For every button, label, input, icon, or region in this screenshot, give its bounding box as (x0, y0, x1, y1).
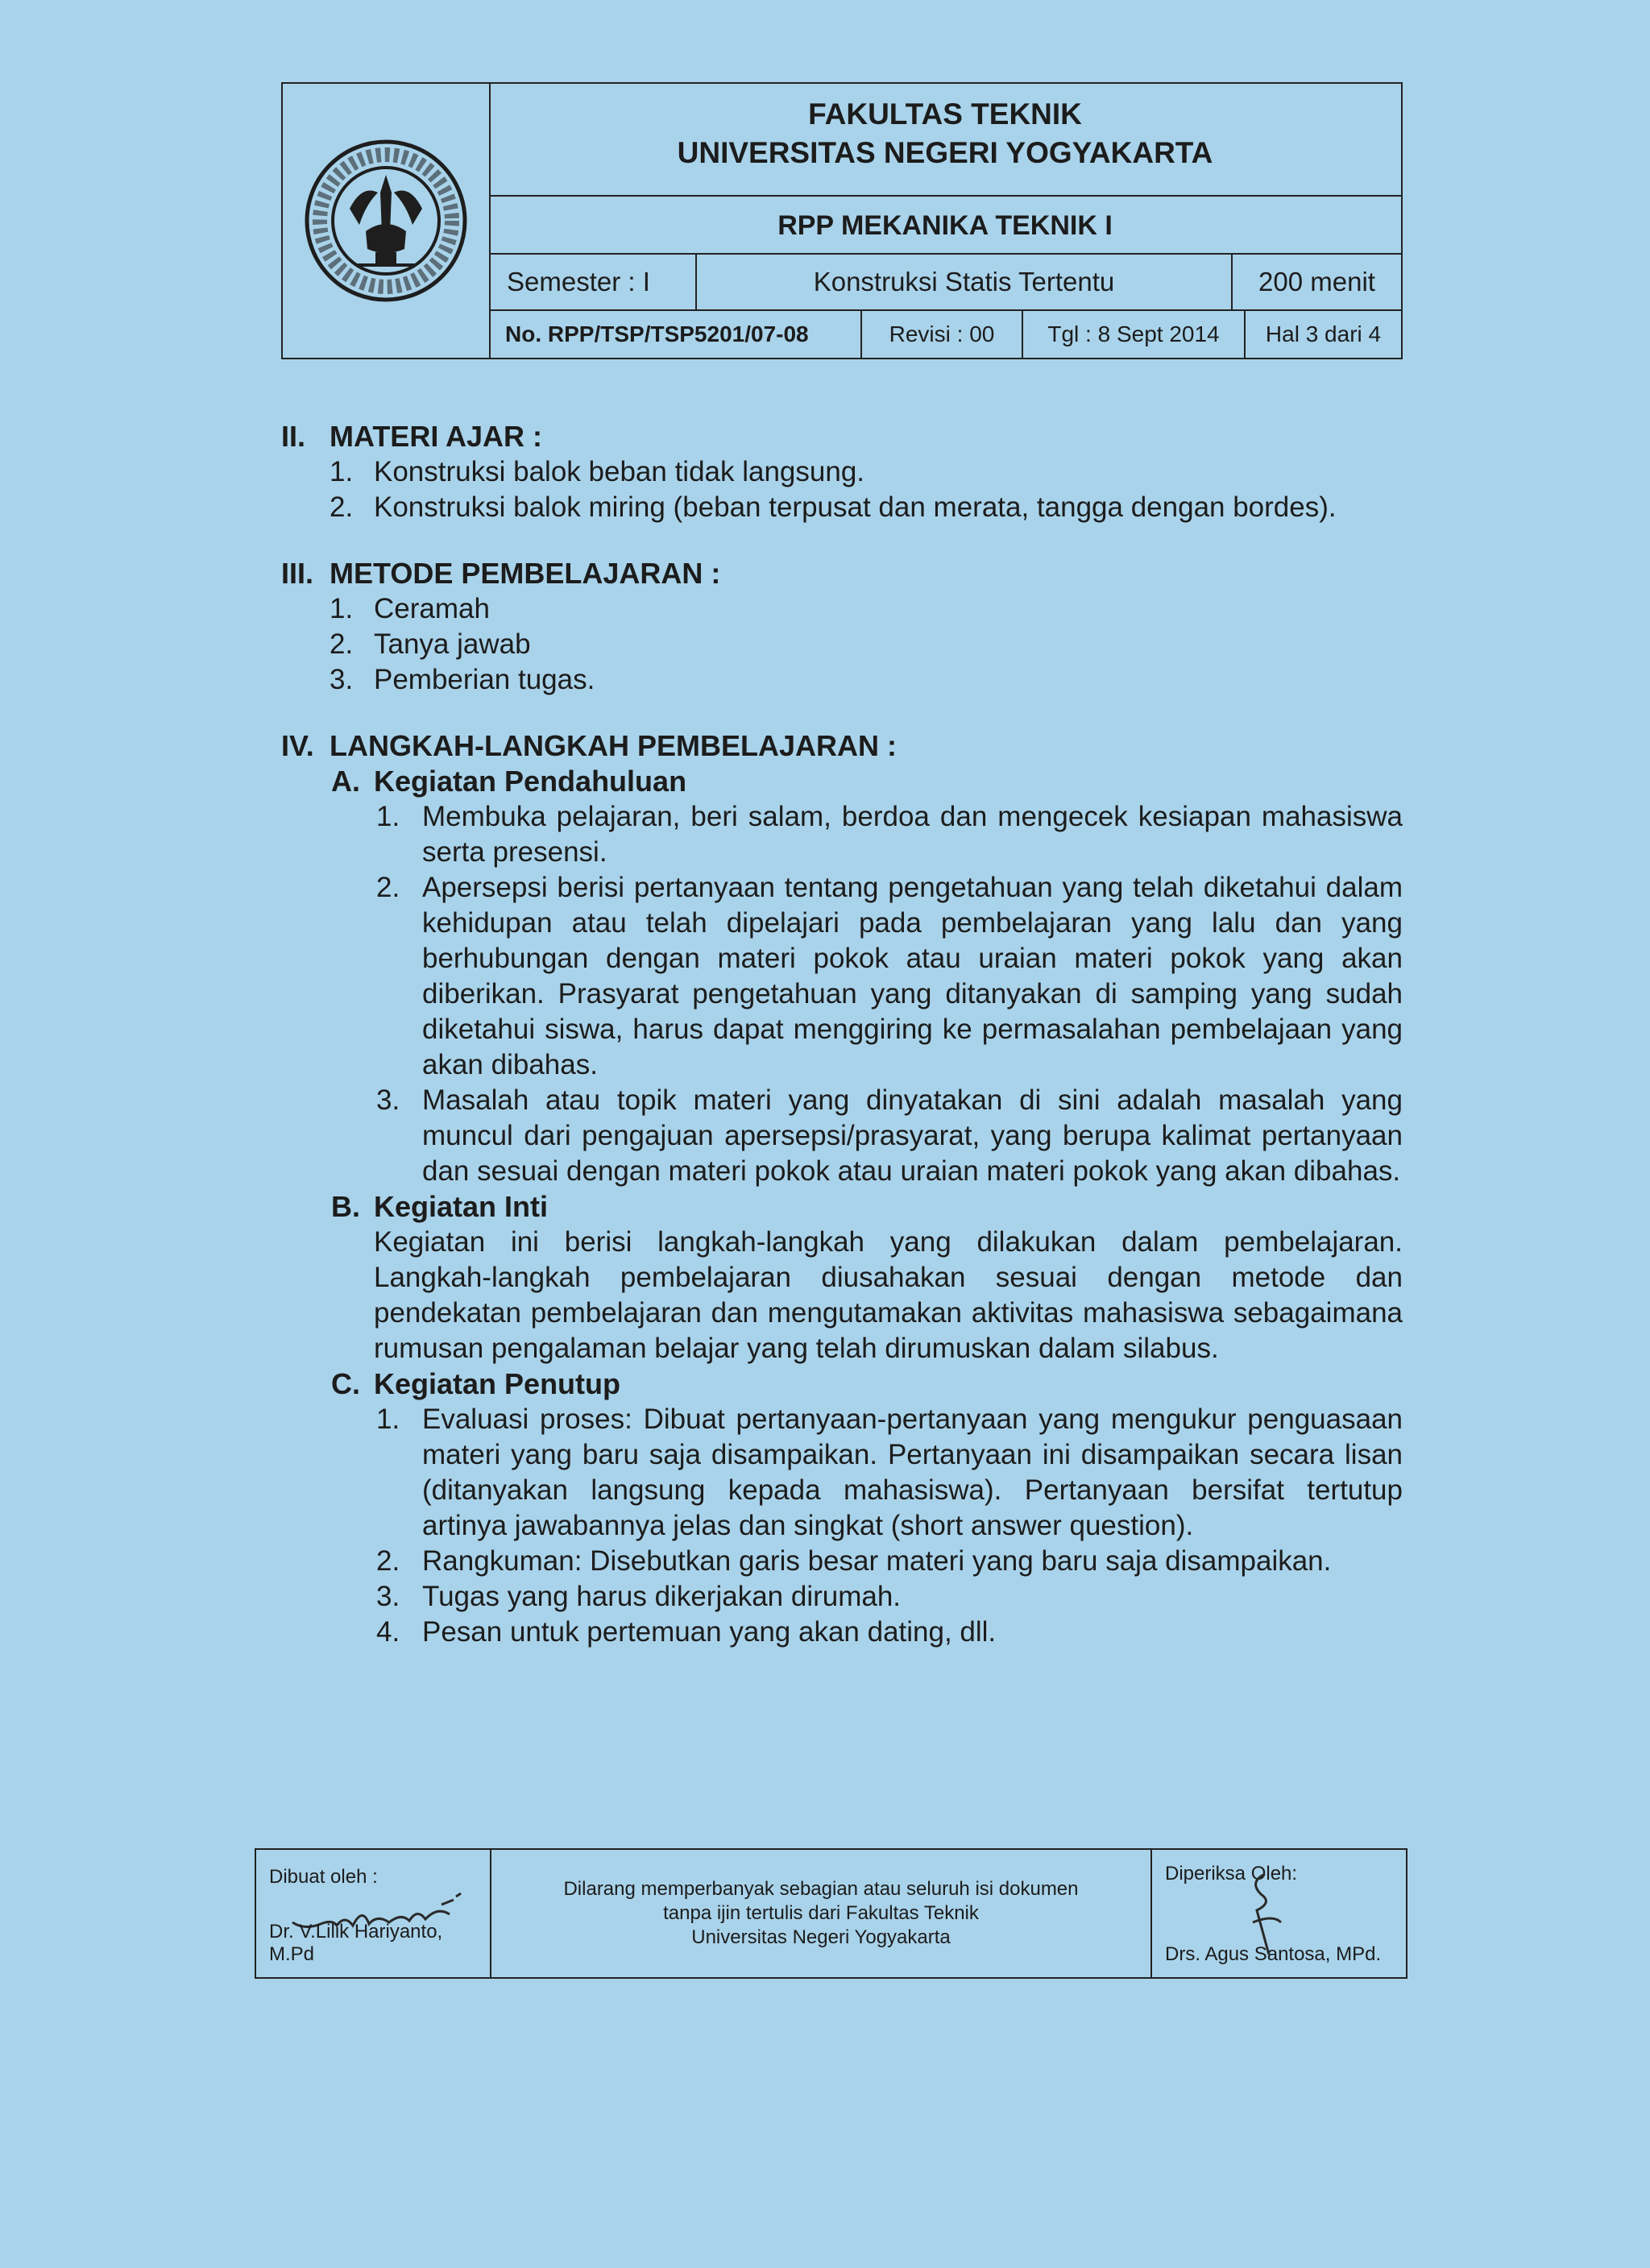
document-date: Tgl : 8 Sept 2014 (1022, 311, 1244, 358)
document-footer-table (255, 1848, 1407, 1979)
university-seal-logo (301, 136, 471, 305)
notice-line: Universitas Negeri Yogyakarta (691, 1926, 951, 1948)
section-number: IV. (281, 729, 314, 762)
subsection-heading (281, 1366, 1403, 1402)
notice-line: tanpa ijin tertulis dari Fakultas Teknik (663, 1902, 979, 1924)
semester: Semester : I (507, 267, 650, 296)
made-by-name: Dr. V.Lilik Hariyanto, M.Pd (269, 1921, 443, 1965)
section-metode (281, 556, 1403, 698)
header-info-row (489, 255, 1401, 311)
checked-by-name: Drs. Agus Santosa, MPd. (1165, 1943, 1382, 1965)
section-heading (281, 556, 1403, 591)
list-item: 3. Pemberian tugas. (330, 664, 595, 695)
section-number: III. (281, 557, 314, 590)
revision: Revisi : 00 (860, 311, 1022, 358)
list-item: 2. Rangkuman: Disebutkan garis besar materi yang baru saja disampaikan. (376, 1545, 1332, 1577)
header-meta-row (489, 311, 1401, 358)
subsection-title: Kegiatan Pendahuluan (374, 765, 687, 798)
duration: 200 menit (1231, 255, 1401, 309)
list-item: 2. Tanya jawab (330, 628, 531, 660)
list-item: 2. Apersepsi berisi pertanyaan tentang pengetahuan yang telah diketahui dalam kehidupan atau telah dipelajari pada pembelajaran yang lalu dan yang berhubungan dengan materi pokok atau uraian materi pokok yang akan diberikan. Prasyarat pengetahuan yang ditanyakan di samping yang sudah diketahui siswa, harus dapat menggiring ke permasalahan pembelajaan yang akan dibahas. (376, 872, 1403, 1080)
section-number: II. (281, 420, 306, 453)
document-header-table (281, 82, 1403, 359)
section-title: MATERI AJAR : (330, 420, 542, 453)
notice-line: Dilarang memperbanyak sebagian atau seluruh isi dokumen (563, 1878, 1079, 1900)
subsection-label: C. (331, 1367, 360, 1400)
list-item: 1. Ceramah (330, 593, 490, 624)
list-item: 2. Konstruksi balok miring (beban terpusat dan merata, tangga dengan bordes). (330, 491, 1337, 523)
list-item: 3. Tugas yang harus dikerjakan dirumah. (376, 1581, 902, 1612)
header-title-block (489, 84, 1401, 197)
subsection-heading (281, 1189, 1403, 1225)
checked-by-label: Diperiksa Oleh: (1165, 1863, 1298, 1884)
document-body (281, 419, 1403, 1650)
section-heading (281, 728, 1403, 764)
section-heading (281, 419, 1403, 454)
made-by-label: Dibuat oleh : (269, 1866, 378, 1888)
university-name: UNIVERSITAS NEGERI YOGYAKARTA (677, 136, 1213, 169)
section-langkah (281, 728, 1403, 1650)
list-item: 1. Konstruksi balok beban tidak langsung. (330, 456, 865, 487)
page-number: Hal 3 dari 4 (1244, 311, 1401, 358)
list-item: 1. Evaluasi proses: Dibuat pertanyaan-pertanyaan yang mengukur penguasaan materi yang baru saja disampaikan. Pertanyaan ini disampaikan secara lisan (ditanyakan langsung kepada mahasiswa). Pertanyaan bersifat tertutup artinya jawabannya jelas dan singkat (short answer question). (376, 1404, 1403, 1541)
subsection-label: A. (331, 765, 360, 798)
section-title: LANGKAH-LANGKAH PEMBELAJARAN : (330, 729, 897, 762)
list-item: 4. Pesan untuk pertemuan yang akan dating, dll. (376, 1616, 997, 1648)
section-title: METODE PEMBELAJARAN : (330, 557, 721, 590)
subsection-heading (281, 764, 1403, 799)
list-item: 3. Masalah atau topik materi yang dinyatakan di sini adalah masalah yang muncul dari pengajuan apersepsi/prasyarat, yang berupa kalimat pertanyaan dan sesuai dengan materi pokok atau uraian materi pokok yang akan dibahas. (376, 1084, 1403, 1187)
topic: Konstruksi Statis Tertentu (695, 255, 1231, 309)
faculty-name: FAKULTAS TEKNIK (808, 97, 1082, 131)
paragraph: Kegiatan ini berisi langkah-langkah yang dilakukan dalam pembelajaran. Langkah-langkah pembelajaran diusahakan sesuai dengan metode dan pendekatan pembelajaran dan mengutamakan aktivitas mahasiswa sebagaimana rumusan pengalaman belajar yang telah dirumuskan dalam silabus. (374, 1226, 1403, 1364)
made-by-cell (256, 1850, 491, 1977)
subsection-title: Kegiatan Penutup (374, 1367, 621, 1400)
document-number: No. RPP/TSP/TSP5201/07-08 (505, 321, 809, 346)
section-materi-ajar (281, 419, 1403, 525)
checked-by-cell (1152, 1850, 1406, 1977)
subsection-title: Kegiatan Inti (374, 1190, 549, 1223)
copyright-notice (491, 1850, 1152, 1977)
subsection-label: B. (331, 1190, 360, 1223)
logo-cell (283, 84, 491, 358)
list-item: 1. Membuka pelajaran, beri salam, berdoa dan mengecek kesiapan mahasiswa serta presensi. (376, 801, 1403, 868)
document-title: RPP MEKANIKA TEKNIK I (489, 197, 1401, 255)
